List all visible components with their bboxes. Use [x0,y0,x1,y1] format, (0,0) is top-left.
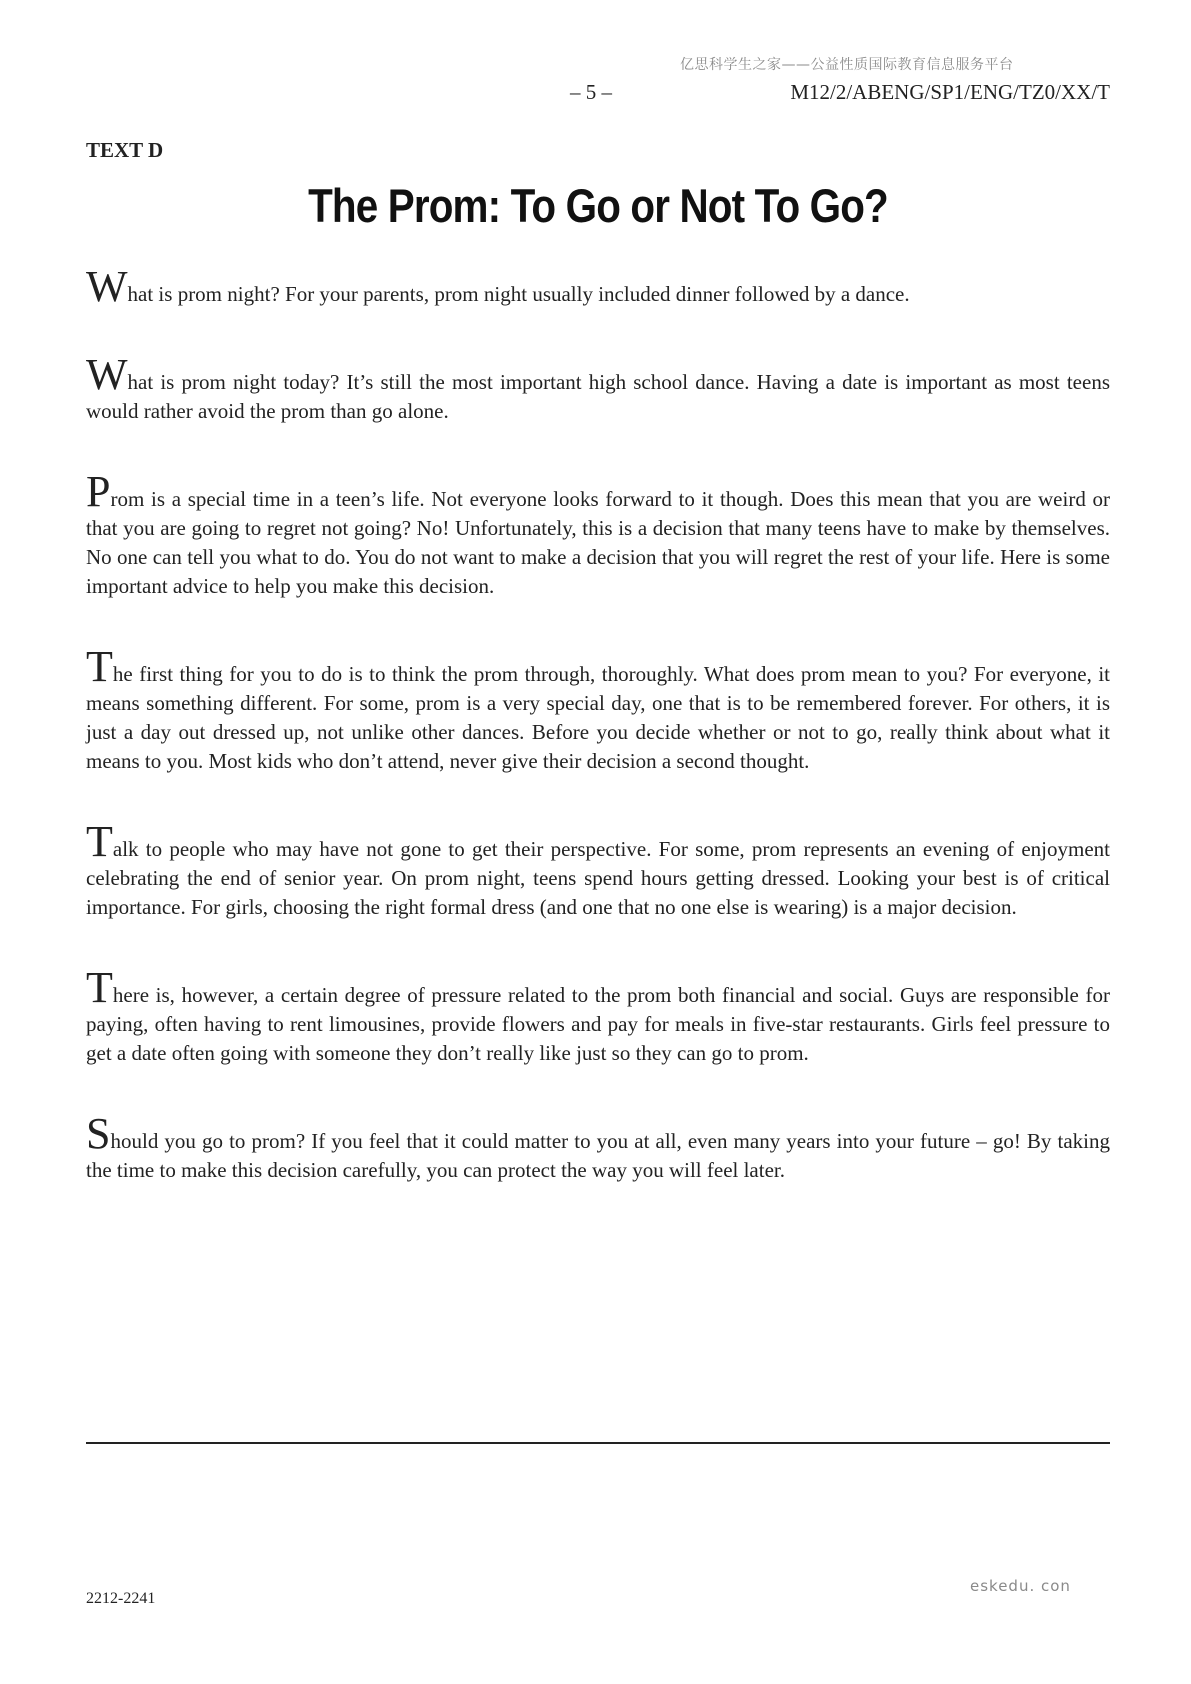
exam-code: M12/2/ABENG/SP1/ENG/TZ0/XX/T [790,80,1110,104]
paragraph-text: he first thing for you to do is to think the prom through, thoroughly. What does prom mean to you? For everyone, it means something different. For some, prom is a very special day, one that is to be remembered forever. For others, it is just a day out dressed up, not unlike other dances. Before you decide whether or not to go, really think about what it means to you. Most kids who don’t attend, never give their decision a second thought. [86,662,1110,773]
paragraph [86,350,1110,426]
drop-cap: T [86,642,113,691]
page-number: – 5 – [570,80,612,104]
paragraph [86,642,1110,776]
paragraph [86,262,1110,311]
drop-cap: S [86,1109,111,1158]
paragraph-text: hat is prom night? For your parents, prom night usually included dinner followed by a dance. [127,282,910,306]
paragraph [86,963,1110,1068]
paragraph [86,817,1110,922]
paragraph-text: alk to people who may have not gone to get their perspective. For some, prom represents an evening of enjoyment celebrating the end of senior year. On prom night, teens spend hours getting dressed. Looking your best is of critical importance. For girls, choosing the right formal dress (and one that no one else is wearing) is a major decision. [86,837,1110,919]
paragraph-text: rom is a special time in a teen’s life. Not everyone looks forward to it though. Does this mean that you are weird or that you are going to regret not going? No! Unfortunately, this is a decision that many teens have to make by themselves. No one can tell you what to do. You do not want to make a decision that you will regret the rest of your life. Here is some important advice to help you make this decision. [86,487,1110,598]
paragraph [86,1109,1110,1185]
drop-cap: W [86,350,128,399]
paragraph-text: hat is prom night today? It’s still the most important high school dance. Having a date is important as most teens would rather avoid the prom than go alone. [86,370,1110,423]
footer-divider [86,1442,1110,1444]
drop-cap: T [86,963,113,1012]
header-watermark: 亿思科学生之家——公益性质国际教育信息服务平台 [680,57,1014,73]
paragraph [86,467,1110,601]
footer-code: 2212-2241 [86,1590,156,1607]
drop-cap: T [86,817,113,866]
footer-watermark: eskedu. con [970,1577,1071,1595]
article-title: The Prom: To Go or Not To Go? [308,179,888,232]
section-label: TEXT D [86,138,164,162]
drop-cap: W [86,262,128,311]
paragraph-text: here is, however, a certain degree of pressure related to the prom both financial and social. Guys are responsible for paying, often having to rent limousines, provide flowers and pay for meals in five-star restaurants. Girls feel pressure to get a date often going with someone they don’t really like just so they can go to prom. [86,983,1110,1065]
article-body [86,262,1110,1236]
drop-cap: P [86,467,111,516]
paragraph-text: hould you go to prom? If you feel that it could matter to you at all, even many years into your future – go! By taking the time to make this decision carefully, you can protect the way you will feel later. [86,1129,1110,1182]
